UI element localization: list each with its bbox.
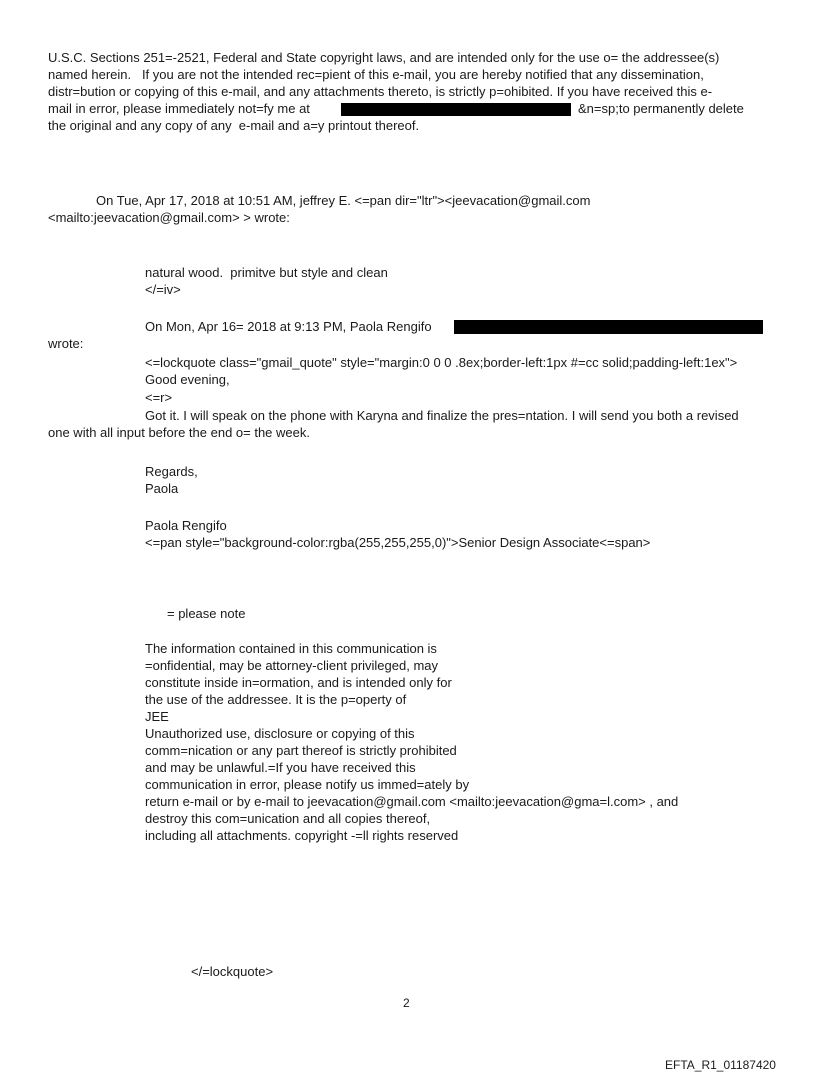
disclaimer-line: constitute inside in=ormation, and is intended only for <box>145 675 452 690</box>
disclaimer-line: the use of the addressee. It is the p=operty of <box>145 692 407 707</box>
redaction-bar <box>341 103 571 116</box>
disclaimer-line: communication in error, please notify us immed=ately by <box>145 777 470 792</box>
regards: Regards, <box>145 464 198 479</box>
disclaimer-block <box>145 640 678 844</box>
disclaimer-line: The information contained in this communication is <box>145 641 437 656</box>
notice-line-5: the original and any copy of any e-mail and a=y printout thereof. <box>48 118 420 133</box>
blockquote-close: </=lockquote> <box>191 964 274 979</box>
notice-line-1: U.S.C. Sections 251=-2521, Federal and State copyright laws, and are intended only for the use o= the addressee(s) <box>48 50 720 65</box>
disclaimer-line: JEE <box>145 709 169 724</box>
quoted-header-line-2: wrote: <box>48 336 84 351</box>
disclaimer-line: destroy this com=unication and all copies thereof, <box>145 811 431 826</box>
signature-name: Paola Rengifo <box>145 518 227 533</box>
please-note: = please note <box>167 606 246 621</box>
page-number: 2 <box>403 996 410 1010</box>
disclaimer-line: and may be unlawful.=If you have received this <box>145 760 416 775</box>
greeting: Good evening, <box>145 372 230 387</box>
quoted-header-line-1: On Mon, Apr 16= 2018 at 9:13 PM, Paola Rengifo <box>145 319 432 334</box>
notice-line-4b: &n=sp;to permanently delete <box>578 101 744 116</box>
reply-body-line-1: natural wood. primitve but style and clean <box>145 265 388 280</box>
notice-line-2: named herein. If you are not the intended rec=pient of this e-mail, you are hereby notified that any dissemination, <box>48 67 704 82</box>
signature-title: <=pan style="background-color:rgba(255,255,255,0)">Senior Design Associate<=span> <box>145 535 651 550</box>
bates-number: EFTA_R1_01187420 <box>665 1058 776 1072</box>
redaction-bar <box>454 320 763 334</box>
disclaimer-line: including all attachments. copyright -=ll rights reserved <box>145 828 459 843</box>
message-line-2: one with all input before the end o= the week. <box>48 425 310 440</box>
signoff-name: Paola <box>145 481 179 496</box>
reply-header-line-1: On Tue, Apr 17, 2018 at 10:51 AM, jeffrey E. <=pan dir="ltr"><jeevacation@gmail.com <box>96 193 591 208</box>
notice-line-3: distr=bution or copying of this e-mail, and any attachments thereto, is strictly p=ohibited. If you have received this e- <box>48 84 713 99</box>
reply-header-line-2: <mailto:jeevacation@gmail.com> > wrote: <box>48 210 290 225</box>
br-tag: <=r> <box>145 390 173 405</box>
message-line-1: Got it. I will speak on the phone with Karyna and finalize the pres=ntation. I will send you both a revised <box>145 408 739 423</box>
disclaimer-line: Unauthorized use, disclosure or copying of this <box>145 726 415 741</box>
reply-body-line-2: </=iv> <box>145 282 181 297</box>
blockquote-open: <=lockquote class="gmail_quote" style="margin:0 0 0 .8ex;border-left:1px #=cc solid;padding-left:1ex"> <box>145 355 738 370</box>
disclaimer-line: =onfidential, may be attorney-client privileged, may <box>145 658 439 673</box>
disclaimer-line: comm=nication or any part thereof is strictly prohibited <box>145 743 457 758</box>
notice-line-4a: mail in error, please immediately not=fy me at <box>48 101 310 116</box>
disclaimer-line: return e-mail or by e-mail to jeevacation@gmail.com <mailto:jeevacation@gma=l.com> , and <box>145 794 679 809</box>
